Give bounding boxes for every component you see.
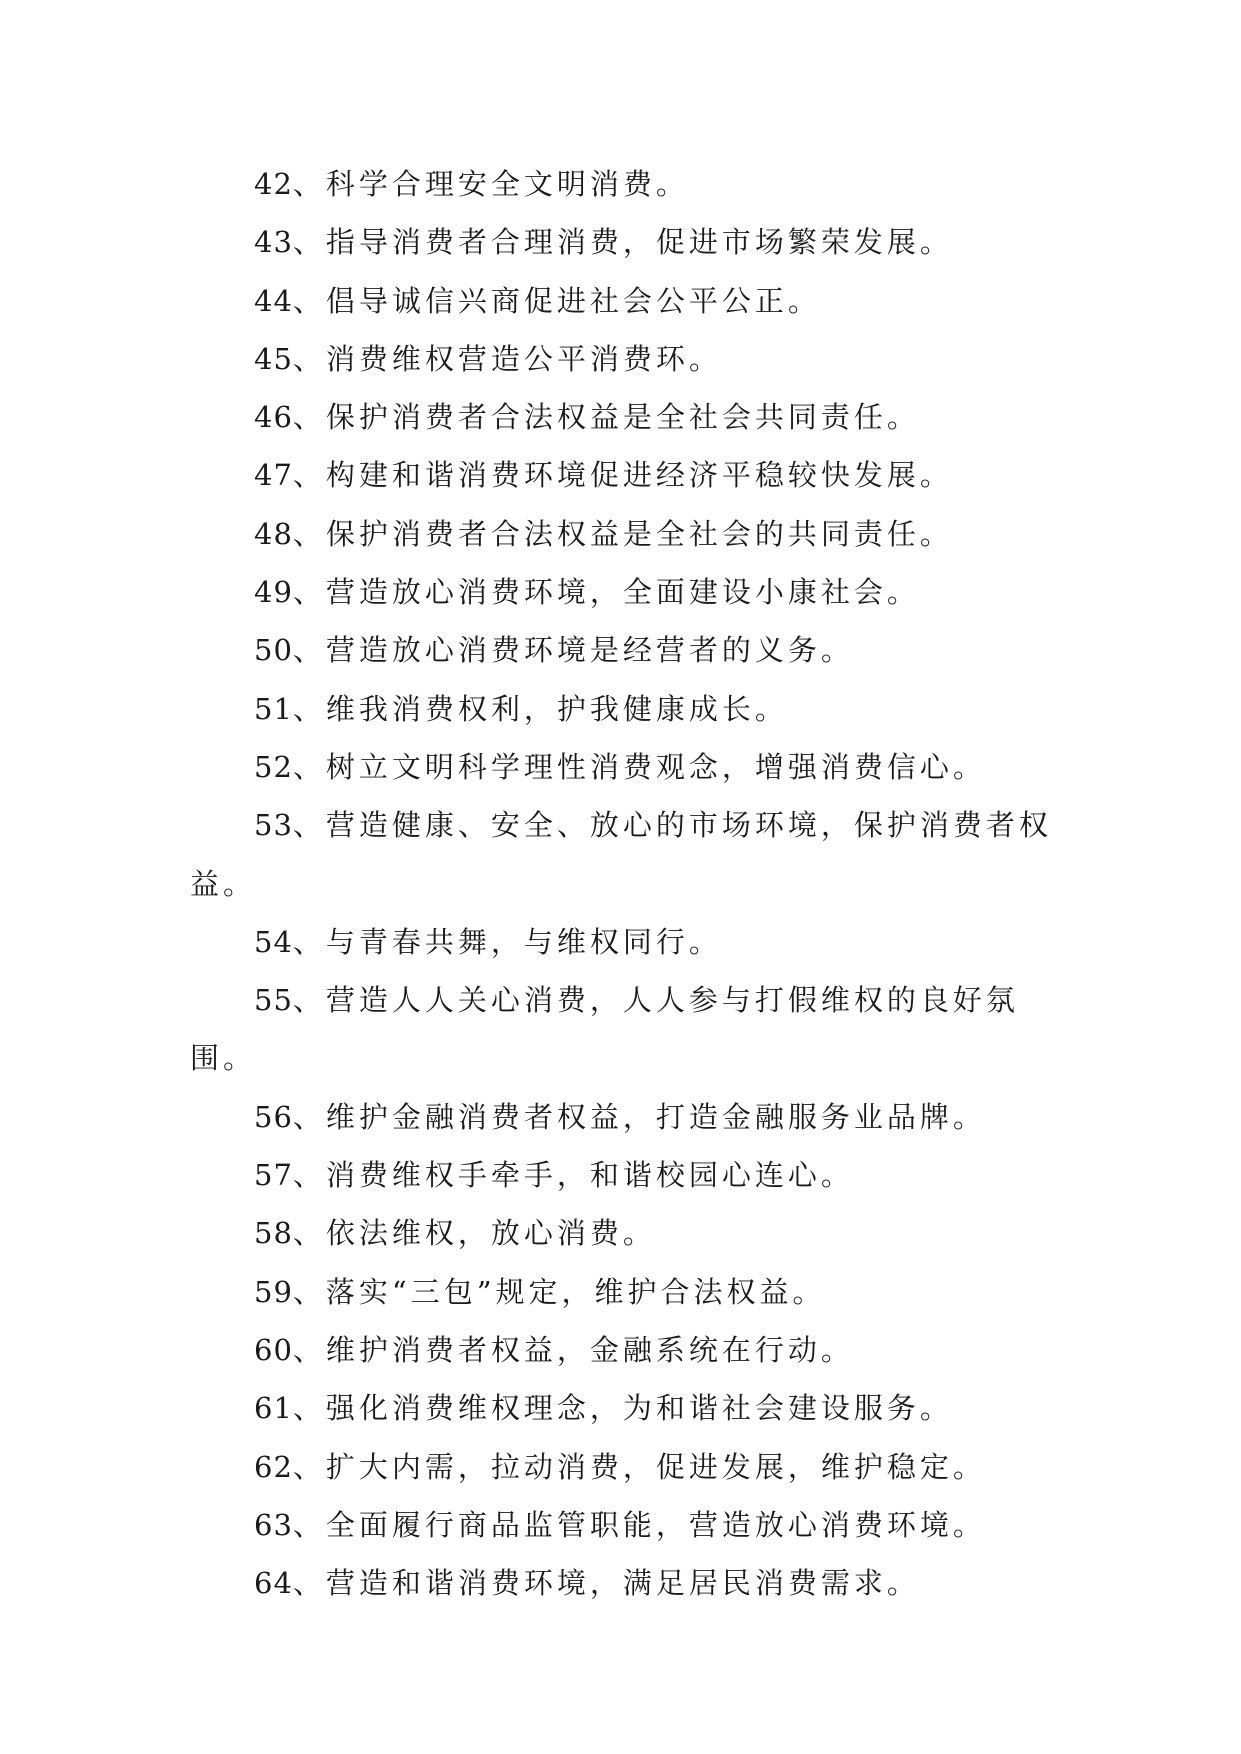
- list-item: [190, 1438, 1060, 1496]
- item-number: 54: [254, 924, 293, 959]
- item-text: 、依法维权，放心消费。: [292, 1216, 656, 1251]
- list-item: [190, 796, 1060, 913]
- item-number: 61: [254, 1391, 293, 1426]
- list-item: [190, 971, 1060, 1088]
- list-item: [190, 155, 1060, 213]
- list-item: [190, 272, 1060, 330]
- list-item: [190, 621, 1060, 679]
- list-item: [190, 1554, 1060, 1612]
- list-item: [190, 446, 1060, 504]
- item-text: 、消费维权手牵手，和谐校园心连心。: [292, 1158, 854, 1193]
- item-text: 、维护金融消费者权益，打造金融服务业品牌。: [292, 1099, 986, 1134]
- item-number: 59: [254, 1274, 293, 1309]
- item-text: 、扩大内需，拉动消费，促进发展，维护稳定。: [292, 1449, 986, 1484]
- item-text: 、营造人人关心消费，人人参与打假维权的良好氛围。: [190, 983, 1019, 1076]
- item-number: 46: [254, 400, 293, 435]
- item-text: 、维我消费权利，护我健康成长。: [292, 691, 788, 726]
- item-text: 、强化消费维权理念，为和谐社会建设服务。: [292, 1391, 953, 1426]
- item-number: 42: [254, 167, 293, 201]
- item-number: 47: [254, 458, 293, 493]
- list-item: [190, 1321, 1060, 1379]
- item-text: 、保护消费者合法权益是全社会共同责任。: [292, 400, 920, 435]
- item-text: 、指导消费者合理消费，促进市场繁荣发展。: [292, 225, 953, 260]
- list-item: [190, 1088, 1060, 1146]
- item-text: 、科学合理安全文明消费。: [292, 167, 689, 201]
- list-item: [190, 330, 1060, 388]
- item-text: 、保护消费者合法权益是全社会的共同责任。: [292, 516, 953, 551]
- item-number: 50: [254, 633, 293, 668]
- list-item: [190, 1146, 1060, 1204]
- item-number: 63: [254, 1507, 293, 1542]
- list-item: [190, 388, 1060, 446]
- item-number: 49: [254, 575, 293, 610]
- item-number: 60: [254, 1332, 293, 1367]
- list-item: [190, 1496, 1060, 1554]
- item-text: 、消费维权营造公平消费环。: [292, 341, 722, 376]
- item-number: 58: [254, 1216, 293, 1251]
- list-item: [190, 680, 1060, 738]
- slogan-list: [190, 155, 1060, 1612]
- item-text: 、全面履行商品监管职能，营造放心消费环境。: [292, 1507, 986, 1542]
- item-text: 、倡导诚信兴商促进社会公平公正。: [292, 283, 821, 318]
- item-text: 、营造和谐消费环境，满足居民消费需求。: [292, 1566, 920, 1601]
- item-number: 64: [254, 1566, 293, 1601]
- item-number: 44: [254, 283, 293, 318]
- list-item: [190, 505, 1060, 563]
- item-number: 43: [254, 225, 293, 260]
- item-number: 51: [254, 691, 293, 726]
- item-number: 55: [254, 983, 293, 1018]
- item-number: 52: [254, 749, 293, 784]
- item-text: 、营造放心消费环境，全面建设小康社会。: [292, 575, 920, 610]
- item-number: 62: [254, 1449, 293, 1484]
- item-text: 、营造健康、安全、放心的市场环境，保护消费者权益。: [190, 808, 1052, 901]
- item-number: 45: [254, 341, 293, 376]
- item-text: 、与青春共舞，与维权同行。: [292, 924, 722, 959]
- item-number: 57: [254, 1158, 293, 1193]
- list-item: [190, 1379, 1060, 1437]
- list-item: [190, 213, 1060, 271]
- list-item: [190, 563, 1060, 621]
- item-text: 、构建和谐消费环境促进经济平稳较快发展。: [292, 458, 953, 493]
- item-text: 、落实“三包”规定，维护合法权益。: [292, 1274, 826, 1309]
- list-item: [190, 1263, 1060, 1321]
- item-number: 53: [254, 808, 293, 843]
- item-text: 、树立文明科学理性消费观念，增强消费信心。: [292, 749, 986, 784]
- item-text: 、营造放心消费环境是经营者的义务。: [292, 633, 854, 668]
- list-item: [190, 913, 1060, 971]
- item-text: 、维护消费者权益，金融系统在行动。: [292, 1332, 854, 1367]
- list-item: [190, 1204, 1060, 1262]
- item-number: 48: [254, 516, 293, 551]
- item-number: 56: [254, 1099, 293, 1134]
- list-item: [190, 738, 1060, 796]
